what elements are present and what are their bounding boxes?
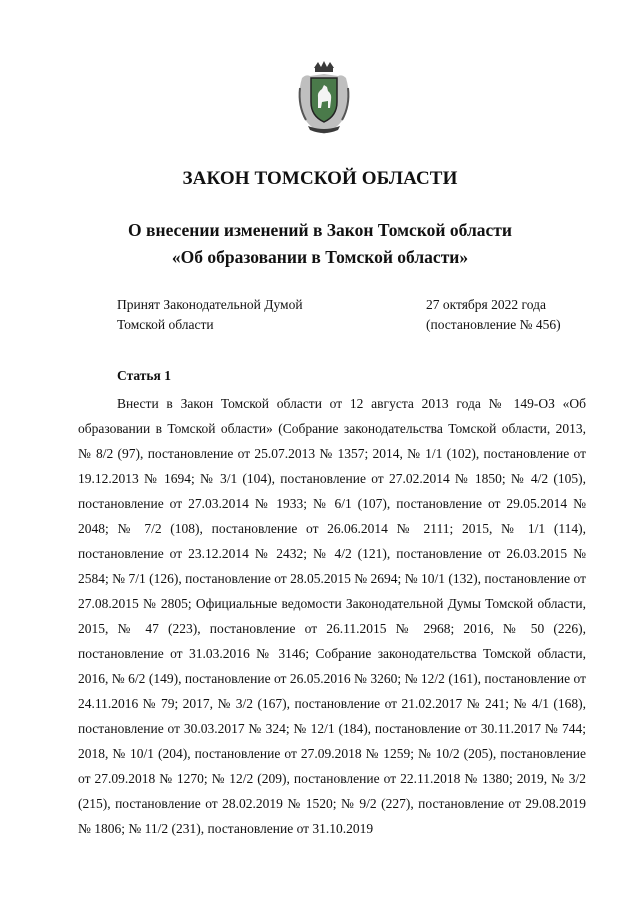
- adoption-date-block: [426, 295, 561, 335]
- coat-of-arms-icon: [294, 58, 354, 138]
- adopted-by: [117, 295, 303, 335]
- article-body: Внести в Закон Томской области от 12 августа 2013 года № 149-ОЗ «Об образовании в Томской области» (Собрание законодательства Томской области, 2013, № 8/2 (97), постановление от 25.07.2013 № 1357; 2014, № 1/1 (102), постановление от 19.12.2013 № 1694; № 3/1 (104), постановление от 27.02.2014 № 1850; № 4/2 (105), постановление от 27.03.2014 № 1933; № 6/1 (107), постановление от 29.05.2014 № 2048; № 7/2 (108), постановление от 26.06.2014 № 2111; 2015, № 1/1 (114), постановление от 23.12.2014 № 2432; № 4/2 (121), постановление от 26.03.2015 № 2584; № 7/1 (126), постановление от 28.05.2015 № 2694; № 10/1 (132), постановление от 27.08.2015 № 2805; Официальные ведомости Законодательной Думы Томской области, 2015, № 47 (223), постановление от 26.11.2015 № 2968; 2016, № 50 (226), постановление от 31.03.2016 № 3146; Собрание законодательства Томской области, 2016, № 6/2 (149), постановление от 26.05.2016 № 3260; № 12/2 (161), постановление от 24.11.2016 № 79; 2017, № 3/2 (167), постановление от 21.02.2017 № 241; № 4/1 (168), постановление от 30.03.2017 № 324; № 12/1 (184), постановление от 30.11.2017 № 744; 2018, № 10/1 (204), постановление от 27.09.2018 № 1259; № 10/2 (205), постановление от 27.09.2018 № 1270; № 12/2 (209), постановление от 22.11.2018 № 1380; 2019, № 3/2 (215), постановление от 28.02.2019 № 1520; № 9/2 (227), постановление от 29.08.2019 № 1806; № 11/2 (231), постановление от 31.10.2019: [78, 396, 586, 836]
- subtitle-line-1: О внесении изменений в Закон Томской области: [128, 220, 512, 240]
- document-subtitle: [0, 217, 640, 271]
- resolution-number: (постановление № 456): [426, 317, 561, 332]
- adopted-by-line-2: Томской области: [117, 317, 214, 332]
- adopted-by-line-1: Принят Законодательной Думой: [117, 297, 303, 312]
- document-title: ЗАКОН ТОМСКОЙ ОБЛАСТИ: [182, 168, 458, 189]
- article-heading: Статья 1: [117, 368, 171, 383]
- adoption-date: 27 октября 2022 года: [426, 297, 546, 312]
- subtitle-line-2: «Об образовании в Томской области»: [171, 247, 469, 267]
